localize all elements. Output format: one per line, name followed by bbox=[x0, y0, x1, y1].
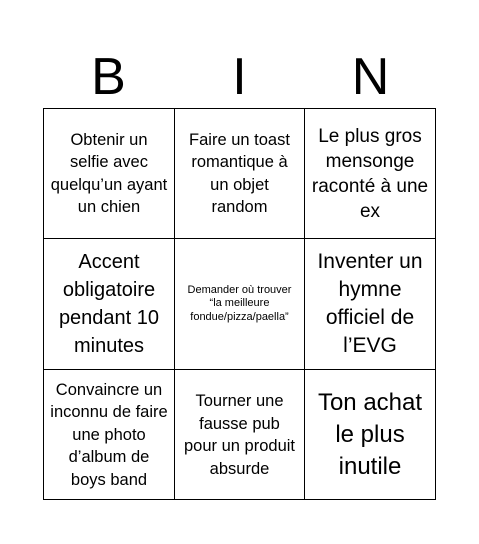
bingo-cell-4[interactable]: Accent obligatoire pendant 10 minutes bbox=[44, 239, 175, 370]
header-letter-b: B bbox=[91, 48, 126, 106]
bingo-cell-6[interactable]: Inventer un hymne officiel de l’EVG bbox=[305, 239, 435, 370]
bingo-grid bbox=[43, 108, 436, 500]
bingo-cell-1[interactable]: Obtenir un selfie avec quelqu’un ayant un chien bbox=[44, 109, 175, 239]
header-letter-n: N bbox=[351, 48, 390, 106]
bingo-cell-8[interactable]: Tourner une fausse pub pour un produit absurde bbox=[175, 370, 305, 500]
header-letter-i: I bbox=[232, 48, 247, 106]
bingo-header bbox=[43, 48, 436, 106]
bingo-cell-2[interactable]: Faire un toast romantique à un objet random bbox=[175, 109, 305, 239]
bingo-cell-9[interactable]: Ton achat le plus inutile bbox=[317, 389, 423, 480]
bingo-cell-5[interactable]: Demander où trouver “la meilleure fondue/pizza/paella” bbox=[175, 239, 305, 370]
bingo-cell-3[interactable]: Le plus gros mensonge raconté à une ex bbox=[305, 109, 435, 239]
bingo-cell-7[interactable]: Convaincre un inconnu de faire une photo d’album de boys band bbox=[44, 370, 175, 500]
